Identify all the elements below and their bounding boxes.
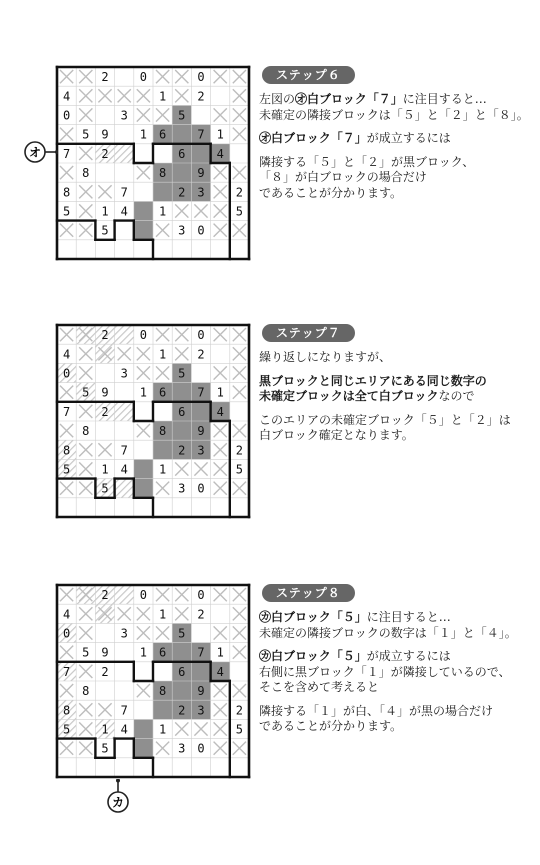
step-6 bbox=[0, 60, 540, 330]
cell-number: 5 bbox=[82, 385, 90, 400]
cell-number: 1 bbox=[158, 607, 167, 622]
black-block-cell bbox=[153, 440, 172, 459]
cell-number: 7 bbox=[120, 185, 128, 200]
cell-number: 0 bbox=[139, 70, 148, 85]
cell-number: 8 bbox=[158, 166, 167, 181]
cell-number: 3 bbox=[178, 223, 186, 238]
step-title: ステップ６ bbox=[262, 66, 355, 84]
cell-number: 7 bbox=[197, 645, 205, 660]
cell-number: 5 bbox=[82, 127, 90, 142]
cell-number: 5 bbox=[101, 741, 109, 756]
marker-o-icon bbox=[24, 140, 58, 164]
cell-number: 2 bbox=[101, 70, 109, 85]
cell-number: 6 bbox=[158, 385, 167, 400]
puzzle-grid bbox=[55, 583, 251, 779]
confirmed-white-cell bbox=[115, 144, 134, 163]
cell-number: 9 bbox=[101, 127, 109, 142]
cell-number: 7 bbox=[197, 127, 205, 142]
cell-number: 5 bbox=[178, 366, 186, 381]
black-block-cell bbox=[172, 163, 191, 182]
confirmed-white-cell bbox=[115, 325, 134, 344]
cell-number: 8 bbox=[82, 684, 90, 699]
cell-number: 4 bbox=[62, 607, 71, 622]
cell-number: 2 bbox=[101, 404, 109, 419]
cell-number: 9 bbox=[197, 166, 205, 181]
cell-number: 0 bbox=[197, 588, 205, 603]
cell-number: 8 bbox=[158, 684, 167, 699]
black-block-cell bbox=[134, 739, 153, 758]
cell-number: 4 bbox=[216, 664, 224, 679]
cell-number: 7 bbox=[62, 664, 71, 679]
cell-number: 2 bbox=[101, 588, 109, 603]
cell-number: 4 bbox=[120, 204, 128, 219]
cell-number: 7 bbox=[120, 443, 128, 458]
cell-number: 9 bbox=[197, 684, 205, 699]
cell-number: 8 bbox=[158, 424, 167, 439]
cell-number: 2 bbox=[235, 185, 244, 200]
cell-number: 2 bbox=[101, 664, 109, 679]
cell-number: 5 bbox=[62, 462, 71, 477]
cell-number: 4 bbox=[216, 146, 224, 161]
cell-number: 1 bbox=[101, 204, 109, 219]
black-block-cell bbox=[191, 402, 210, 421]
cell-number: 8 bbox=[62, 185, 71, 200]
cell-number: 9 bbox=[101, 385, 109, 400]
cell-number: 7 bbox=[120, 703, 128, 718]
cell-number: 6 bbox=[178, 404, 186, 419]
puzzle-grid bbox=[55, 323, 251, 519]
cell-number: 0 bbox=[62, 366, 71, 381]
black-block-cell bbox=[172, 421, 191, 440]
black-block-cell bbox=[191, 662, 210, 681]
black-block-cell bbox=[172, 643, 191, 662]
cell-number: 5 bbox=[101, 481, 109, 496]
marker-ka-icon bbox=[106, 779, 130, 815]
cell-number: 5 bbox=[178, 626, 186, 641]
cell-number: 8 bbox=[62, 443, 71, 458]
cell-number: 0 bbox=[62, 626, 71, 641]
black-block-cell bbox=[172, 125, 191, 144]
confirmed-white-cell bbox=[115, 402, 134, 421]
cell-number: 1 bbox=[216, 645, 224, 660]
cell-number: 5 bbox=[101, 223, 109, 238]
cell-number: 3 bbox=[197, 443, 205, 458]
cell-number: 8 bbox=[62, 703, 71, 718]
cell-number: 3 bbox=[197, 185, 205, 200]
cell-number: 0 bbox=[197, 223, 205, 238]
step-title: ステップ７ bbox=[262, 324, 355, 342]
cell-number: 7 bbox=[197, 385, 205, 400]
black-block-cell bbox=[134, 221, 153, 240]
cell-number: 0 bbox=[197, 741, 205, 756]
step-title: ステップ８ bbox=[262, 584, 355, 602]
cell-number: 2 bbox=[101, 146, 109, 161]
step-text: 左図の㋔白ブロック「７」に注目すると… 未確定の隣接ブロックは「５」と「２」と「８」。 ㋔白ブロック「７」が成立するには 隣接する「５」と「２」が黒ブロック、 「８」が白ブロックの場合だけ であることが分かります。 bbox=[259, 92, 529, 200]
cell-number: 7 bbox=[62, 404, 71, 419]
cell-number: 1 bbox=[139, 385, 148, 400]
svg-text:カ: カ bbox=[111, 795, 125, 810]
cell-number: 1 bbox=[158, 722, 167, 737]
cell-number: 3 bbox=[178, 481, 186, 496]
cell-number: 5 bbox=[62, 204, 71, 219]
cell-number: 0 bbox=[197, 481, 205, 496]
cell-number: 1 bbox=[101, 462, 109, 477]
black-block-cell bbox=[172, 681, 191, 700]
cell-number: 5 bbox=[62, 722, 71, 737]
cell-number: 2 bbox=[235, 703, 244, 718]
cell-number: 0 bbox=[139, 328, 148, 343]
cell-number: 1 bbox=[158, 204, 167, 219]
cell-number: 1 bbox=[216, 385, 224, 400]
cell-number: 5 bbox=[178, 108, 186, 123]
cell-number: 2 bbox=[178, 443, 186, 458]
cell-number: 1 bbox=[158, 462, 167, 477]
cell-number: 0 bbox=[139, 588, 148, 603]
black-block-cell bbox=[191, 144, 210, 163]
black-block-cell bbox=[134, 719, 153, 738]
cell-number: 1 bbox=[158, 347, 167, 362]
cell-number: 2 bbox=[235, 443, 244, 458]
black-block-cell bbox=[134, 459, 153, 478]
cell-number: 9 bbox=[101, 645, 109, 660]
step-7 bbox=[0, 318, 540, 588]
black-block-cell bbox=[134, 201, 153, 220]
cell-number: 3 bbox=[120, 366, 128, 381]
cell-number: 6 bbox=[158, 645, 167, 660]
cell-number: 0 bbox=[197, 70, 205, 85]
cell-number: 4 bbox=[120, 462, 128, 477]
cell-number: 3 bbox=[178, 741, 186, 756]
cell-number: 8 bbox=[82, 166, 90, 181]
cell-number: 2 bbox=[197, 89, 205, 104]
cell-number: 2 bbox=[101, 328, 109, 343]
cell-number: 2 bbox=[178, 703, 186, 718]
confirmed-white-cell bbox=[115, 585, 134, 604]
cell-number: 3 bbox=[120, 626, 128, 641]
confirmed-white-cell bbox=[115, 479, 134, 498]
cell-number: 1 bbox=[101, 722, 109, 737]
cell-number: 1 bbox=[139, 645, 148, 660]
cell-number: 0 bbox=[62, 108, 71, 123]
cell-number: 3 bbox=[120, 108, 128, 123]
cell-number: 8 bbox=[82, 424, 90, 439]
black-block-cell bbox=[172, 383, 191, 402]
step-text: 繰り返しになりますが、 黒ブロックと同じエリアにある同じ数字の 未確定ブロックは全て白ブロックなので このエリアの未確定ブロック「５」と「２」は 白ブロック確定となります。 bbox=[259, 350, 511, 442]
step-text: ㋕白ブロック「５」に注目すると… 未確定の隣接ブロックの数字は「１」と「４」。 ㋕白ブロック「５」が成立するには 右側に黒ブロック「１」が隣接しているので、 そこを含めて考えると 隣接する「１」が白、「４」が黒の場合だけ であることが分かります。 bbox=[259, 610, 517, 733]
cell-number: 6 bbox=[178, 146, 186, 161]
cell-number: 2 bbox=[178, 185, 186, 200]
step-8 bbox=[0, 578, 540, 848]
cell-number: 4 bbox=[62, 347, 71, 362]
cell-number: 5 bbox=[235, 462, 244, 477]
cell-number: 4 bbox=[216, 404, 224, 419]
svg-text:オ: オ bbox=[28, 145, 42, 160]
black-block-cell bbox=[134, 479, 153, 498]
cell-number: 3 bbox=[197, 703, 205, 718]
cell-number: 5 bbox=[235, 722, 244, 737]
cell-number: 1 bbox=[158, 89, 167, 104]
black-block-cell bbox=[153, 182, 172, 201]
cell-number: 1 bbox=[216, 127, 224, 142]
puzzle-grid bbox=[55, 65, 251, 261]
cell-number: 6 bbox=[178, 664, 186, 679]
cell-number: 2 bbox=[197, 347, 205, 362]
cell-number: 6 bbox=[158, 127, 167, 142]
black-block-cell bbox=[153, 700, 172, 719]
cell-number: 4 bbox=[62, 89, 71, 104]
cell-number: 7 bbox=[62, 146, 71, 161]
cell-number: 2 bbox=[197, 607, 205, 622]
cell-number: 5 bbox=[235, 204, 244, 219]
cell-number: 1 bbox=[139, 127, 148, 142]
cell-number: 0 bbox=[197, 328, 205, 343]
cell-number: 5 bbox=[82, 645, 90, 660]
cell-number: 4 bbox=[120, 722, 128, 737]
cell-number: 9 bbox=[197, 424, 205, 439]
